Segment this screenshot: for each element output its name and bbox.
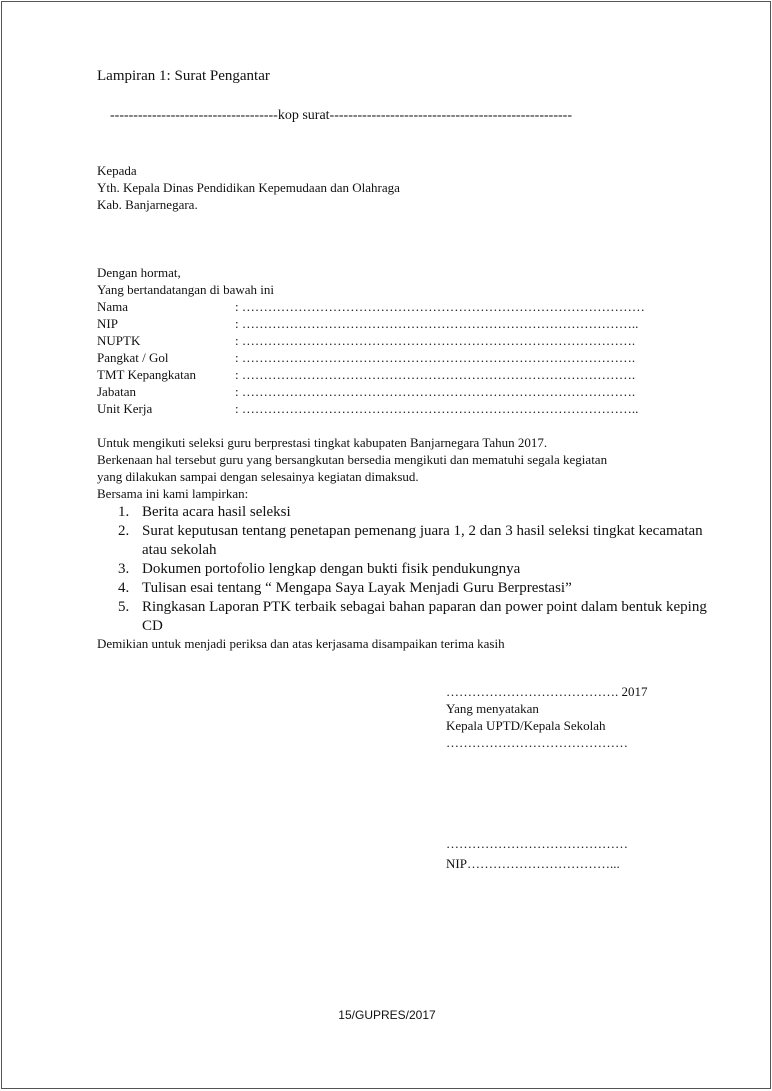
- closing-line: Demikian untuk menjadi periksa dan atas kerjasama disampaikan terima kasih: [97, 636, 505, 651]
- field-label: Nama: [97, 299, 129, 314]
- list-number: 1.: [118, 504, 130, 520]
- signature-block: [446, 683, 648, 751]
- field-row-nuptk: [97, 332, 680, 349]
- greeting-line: Yang bertandatangan di bawah ini: [97, 282, 275, 297]
- identity-fields: [97, 298, 680, 417]
- document-page: [1, 1, 771, 1089]
- field-value: : ………………………………………………………………………………..: [235, 401, 639, 416]
- field-value: : ………………………………………………………………………………..: [235, 316, 639, 331]
- signature-line: Yang menyatakan: [446, 701, 539, 716]
- list-number: 3.: [118, 561, 130, 577]
- field-value: : ……………………………………………………………………………….: [235, 350, 636, 365]
- field-row-nip: [97, 315, 680, 332]
- list-number: 2.: [118, 523, 130, 539]
- recipient-line: Yth. Kepala Dinas Pendidikan Kepemudaan dan Olahraga: [97, 180, 400, 195]
- signature-line: ……………………………………: [446, 735, 628, 750]
- signature-nip-line: NIP……………………………...: [446, 856, 620, 871]
- list-text: Surat keputusan tentang penetapan pemenang juara 1, 2 dan 3 hasil seleksi tingkat kecamatan atau sekolah: [142, 523, 703, 558]
- paragraph-line: yang dilakukan sampai dengan selesainya kegiatan dimaksud.: [97, 469, 419, 484]
- paragraph-line: Bersama ini kami lampirkan:: [97, 486, 249, 501]
- field-row-pangkat: [97, 349, 680, 366]
- paragraph-line: Untuk mengikuti seleksi guru berprestasi tingkat kabupaten Banjarnegara Tahun 2017.: [97, 435, 548, 450]
- signature-name-line: ……………………………………: [446, 836, 628, 851]
- field-label: Jabatan: [97, 384, 136, 399]
- list-item: [118, 579, 712, 598]
- body-paragraph: [97, 434, 607, 502]
- field-value: : ……………………………………………………………………………….: [235, 333, 636, 348]
- signature-name-block: [446, 835, 628, 875]
- list-text: Ringkasan Laporan PTK terbaik sebagai bahan paparan dan power point dalam bentuk keping CD: [142, 599, 707, 634]
- list-text: Berita acara hasil seleksi: [142, 504, 291, 520]
- attachment-list: [118, 503, 712, 636]
- field-value: : ……………………………………………………………………………….: [235, 367, 636, 382]
- field-label: TMT Kepangkatan: [97, 367, 197, 382]
- list-number: 4.: [118, 580, 130, 596]
- field-label: NUPTK: [97, 333, 141, 348]
- greeting-line: Dengan hormat,: [97, 265, 181, 280]
- list-item: [118, 503, 712, 522]
- signature-line: Kepala UPTD/Kepala Sekolah: [446, 718, 606, 733]
- list-text: Tulisan esai tentang “ Mengapa Saya Layak Menjadi Guru Berprestasi”: [142, 580, 572, 596]
- recipient-line: Kepada: [97, 163, 137, 178]
- field-value: : …………………………………………………………………………………: [235, 299, 645, 314]
- recipient-block: [97, 162, 400, 213]
- field-row-nama: [97, 298, 680, 315]
- list-item: [118, 598, 712, 636]
- field-value: : ……………………………………………………………………………….: [235, 384, 636, 399]
- letterhead-placeholder: ------------------------------------kop surat----------------------------------------------------: [110, 108, 572, 123]
- list-item: [118, 522, 712, 560]
- field-row-tmt: [97, 366, 680, 383]
- page-footer: 15/GUPRES/2017: [338, 1008, 436, 1022]
- field-row-unit-kerja: [97, 400, 680, 417]
- signature-line: …………………………………. 2017: [446, 684, 648, 699]
- recipient-line: Kab. Banjarnegara.: [97, 197, 198, 212]
- list-text: Dokumen portofolio lengkap dengan bukti fisik pendukungnya: [142, 561, 521, 577]
- list-item: [118, 560, 712, 579]
- list-number: 5.: [118, 599, 130, 615]
- field-row-jabatan: [97, 383, 680, 400]
- greeting-block: [97, 264, 274, 298]
- field-label: NIP: [97, 316, 118, 331]
- document-title: Lampiran 1: Surat Pengantar: [97, 68, 270, 84]
- field-label: Unit Kerja: [97, 401, 153, 416]
- paragraph-line: Berkenaan hal tersebut guru yang bersangkutan bersedia mengikuti dan mematuhi segala kegiatan: [97, 452, 608, 467]
- field-label: Pangkat / Gol: [97, 350, 169, 365]
